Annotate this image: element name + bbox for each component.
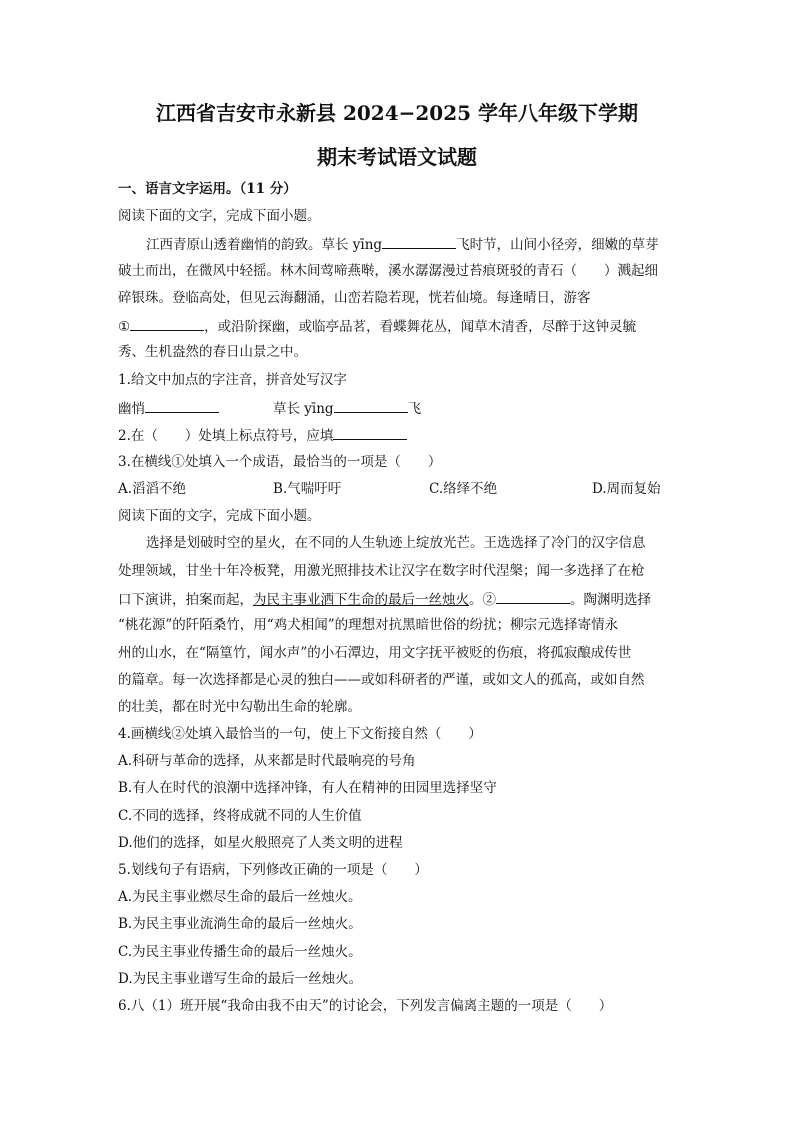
question-3: 3.在横线①处填入一个成语，最恰当的一项是（ ） bbox=[118, 454, 442, 470]
passage1-line1-b: 飞时节，山间小径旁，细嫩的草芽 bbox=[456, 237, 659, 253]
q4-option-b[interactable]: B.有人在时代的浪潮中选择冲锋，有人在精神的田园里选择坚守 bbox=[118, 780, 497, 796]
blank-marker-1: ① bbox=[118, 319, 131, 335]
q4-option-a[interactable]: A.科研与革命的选择，从来都是时代最响亮的号角 bbox=[118, 753, 416, 769]
blank-marker-2: 。② bbox=[469, 592, 496, 608]
instruction-2: 阅读下面的文字，完成下面小题。 bbox=[118, 508, 321, 524]
passage1-line5: 秀、生机盎然的春日山景之中。 bbox=[118, 344, 307, 360]
question-6: 6.八（1）班开展“我命由我不由天”的讨论会，下列发言偏离主题的一项是（ ） bbox=[118, 998, 613, 1014]
exam-title-line1: 江西省吉安市永新县 2024−2025 学年八年级下学期 bbox=[155, 101, 638, 125]
passage2-line3 bbox=[118, 589, 651, 609]
q4-option-d[interactable]: D.他们的选择，如星火般照亮了人类文明的进程 bbox=[118, 835, 403, 851]
fill-blank-2[interactable] bbox=[496, 589, 570, 604]
passage2-line7: 的壮美，都在时光中勾勒出生命的轮廓。 bbox=[118, 699, 361, 715]
q1-word-a: 幽悄 bbox=[118, 401, 145, 417]
passage2-line6: 的篇章。每一次选择都是心灵的独白——或如科研者的严谨，或如文人的孤高，或如自然 bbox=[118, 672, 645, 688]
passage2-line3-c: 。陶渊明选择 bbox=[570, 592, 651, 608]
q5-option-a[interactable]: A.为民主事业燃尽生命的最后一丝烛火。 bbox=[118, 889, 362, 905]
underlined-sentence: 为民主事业洒下生命的最后一丝烛火 bbox=[253, 592, 469, 608]
fill-blank[interactable] bbox=[382, 234, 456, 249]
passage1-line4-b: ，或沿阶探幽，或临亭品茗，看蝶舞花丛，闻草木清香，尽醉于这钟灵毓 bbox=[204, 319, 637, 335]
question-4: 4.画横线②处填入最恰当的一句，使上下文衔接自然（ ） bbox=[118, 726, 482, 742]
passage2-line3-a: 口下演讲，拍案而起， bbox=[118, 592, 253, 608]
q3-option-a[interactable]: A.滔滔不绝 bbox=[118, 481, 187, 497]
passage1-line1-a: 江西青原山透着幽悄的韵致。草长 yīng bbox=[146, 237, 383, 253]
q1-blank-a[interactable] bbox=[145, 398, 219, 413]
question-3-options bbox=[118, 480, 666, 498]
q5-option-d[interactable]: D.为民主事业谱写生命的最后一丝烛火。 bbox=[118, 971, 363, 987]
instruction-1: 阅读下面的文字，完成下面小题。 bbox=[118, 208, 321, 224]
q5-option-b[interactable]: B.为民主事业流淌生命的最后一丝烛火。 bbox=[118, 916, 362, 932]
q4-option-c[interactable]: C.不同的选择，终将成就不同的人生价值 bbox=[118, 808, 362, 824]
passage1-line2: 破土而出，在微风中轻摇。林木间莺啼燕啭，溪水潺潺漫过苔痕斑驳的青石（ ）溅起细 bbox=[118, 263, 658, 279]
q1-word-c: 飞 bbox=[407, 401, 422, 417]
question-2 bbox=[118, 425, 407, 445]
q5-option-c[interactable]: C.为民主事业传播生命的最后一丝烛火。 bbox=[118, 944, 362, 960]
passage1-line3: 碎银珠。登临高处，但见云海翻涌，山峦若隐若现，恍若仙境。每逢晴日，游客 bbox=[118, 290, 591, 306]
q1-blank-b[interactable] bbox=[334, 398, 408, 413]
passage1-line1 bbox=[146, 234, 659, 254]
q2-blank[interactable] bbox=[333, 425, 407, 440]
q3-option-c[interactable]: C.络绎不绝 bbox=[429, 481, 498, 497]
q3-option-d[interactable]: D.周而复始 bbox=[592, 481, 661, 497]
fill-blank-1[interactable] bbox=[130, 316, 204, 331]
question-1-answer-row bbox=[118, 398, 421, 418]
question-1: 1.给文中加点的字注音，拼音处写汉字 bbox=[118, 372, 347, 388]
question-5: 5.划线句子有语病，下列修改正确的一项是（ ） bbox=[118, 862, 428, 878]
section1-heading: 一、语言文字运用。（11 分） bbox=[118, 181, 297, 197]
passage2-line2: 处理领域，甘坐十年冷板凳，用激光照排技术让汉字在数字时代涅槃；闻一多选择了在枪 bbox=[118, 563, 645, 579]
passage2-line5: 州的山水，在“隔篁竹，闻水声”的小石潭边，用文字抚平被贬的伤痕，将孤寂酿成传世 bbox=[118, 645, 632, 661]
passage2-line4: “桃花源”的阡陌桑竹，用“鸡犬相闻”的理想对抗黑暗世俗的纷扰；柳宗元选择寄情永 bbox=[118, 617, 619, 633]
passage1-line4 bbox=[118, 316, 636, 336]
q1-word-b: 草长 yīng bbox=[273, 401, 334, 417]
question-2-text: 2.在（ ）处填上标点符号，应填 bbox=[118, 428, 334, 444]
exam-title-line2: 期末考试语文试题 bbox=[317, 145, 477, 169]
passage2-line1: 选择是划破时空的星火，在不同的人生轨迹上绽放光芒。王选选择了冷门的汉字信息 bbox=[146, 535, 646, 551]
q3-option-b[interactable]: B.气喘吁吁 bbox=[273, 481, 342, 497]
